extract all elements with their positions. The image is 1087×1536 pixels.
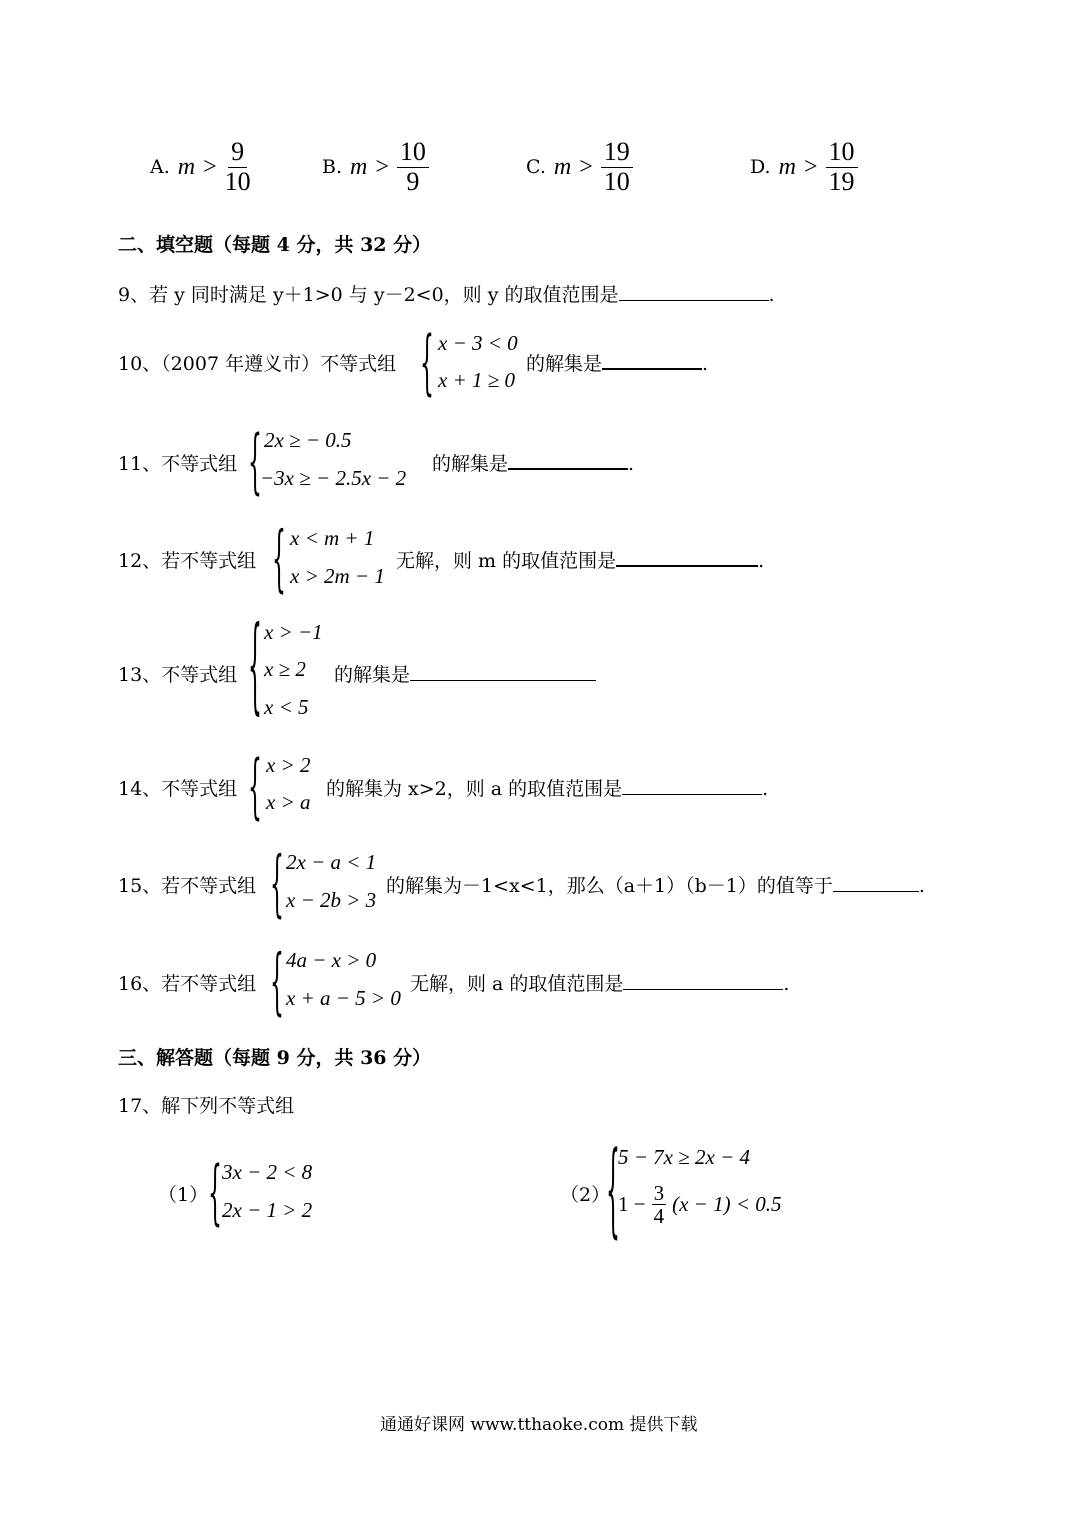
option-a xyxy=(150,138,251,196)
system-line-1: x > 2 xyxy=(266,753,311,777)
system-line-1: x < m + 1 xyxy=(290,526,375,550)
system-line-1: 4a − x > 0 xyxy=(286,948,377,972)
left-brace: { xyxy=(270,940,284,1024)
option-d xyxy=(750,138,858,196)
option-var: m xyxy=(350,153,368,180)
answer-blank xyxy=(833,873,919,892)
system-line-1: 3x − 2 < 8 xyxy=(222,1160,313,1184)
option-b xyxy=(322,138,429,196)
option-var: m xyxy=(177,153,196,180)
line-2-suffix: (x − 1) < 0.5 xyxy=(672,1192,782,1217)
question-13-suffix xyxy=(334,660,596,687)
question-15-prefix: 15、若不等式组 xyxy=(118,875,257,897)
question-17-text: 17、解下列不等式组 xyxy=(118,1095,295,1117)
denominator: 4 xyxy=(653,1204,665,1229)
numerator: 9 xyxy=(228,138,247,168)
system-line-2: x > 2m − 1 xyxy=(290,564,385,588)
left-brace: { xyxy=(248,606,262,726)
section-2-title: 二、填空题（每题 4 分，共 32 分） xyxy=(118,234,432,256)
system-line-1: 2x − a < 1 xyxy=(286,850,377,874)
system-line-2: −3x ≥ − 2.5x − 2 xyxy=(260,466,407,490)
numerator: 3 xyxy=(653,1181,665,1205)
denominator: 9 xyxy=(406,166,420,196)
option-fraction xyxy=(397,138,429,196)
option-label: A. xyxy=(150,156,170,179)
system-line-1: x > −1 xyxy=(264,620,323,644)
system-line-2: x > a xyxy=(266,790,311,814)
option-label: D. xyxy=(750,156,771,179)
suffix-text: 的解集是 xyxy=(432,453,509,475)
suffix-text: 的解集为 x>2，则 a 的取值范围是 xyxy=(326,778,623,800)
option-op: > xyxy=(375,153,389,180)
left-brace: { xyxy=(272,517,286,601)
question-16-suffix xyxy=(410,969,789,996)
fraction xyxy=(652,1182,667,1227)
left-brace: { xyxy=(208,1152,222,1234)
option-label: C. xyxy=(526,156,546,179)
period: . xyxy=(702,353,709,375)
suffix-text: 的解集是 xyxy=(526,353,603,375)
left-brace: { xyxy=(248,746,262,828)
suffix-text: 的解集是 xyxy=(334,664,411,686)
system-line-2: x + 1 ≥ 0 xyxy=(438,368,516,392)
question-12-suffix xyxy=(396,546,764,573)
system-line-2: x + a − 5 > 0 xyxy=(286,986,401,1010)
system-line-2: x − 2b > 3 xyxy=(286,888,377,912)
system-line-2: x ≥ 2 xyxy=(264,657,306,681)
option-fraction xyxy=(826,138,858,196)
question-9 xyxy=(118,280,775,307)
system-line-1: 2x ≥ − 0.5 xyxy=(264,428,352,452)
option-label: B. xyxy=(322,156,343,179)
suffix-text: 无解，则 m 的取值范围是 xyxy=(396,550,617,572)
left-brace: { xyxy=(270,842,284,926)
answer-blank xyxy=(410,662,596,681)
q17-part-1-label: （1） xyxy=(158,1184,209,1206)
system-line-2 xyxy=(618,1182,782,1227)
question-15-suffix xyxy=(386,871,925,898)
option-op: > xyxy=(203,153,217,180)
system-line-1: 5 − 7x ≥ 2x − 4 xyxy=(618,1145,751,1169)
footer-text: 通通好课网 www.tthaoke.com 提供下载 xyxy=(380,1415,698,1435)
answer-blank xyxy=(616,547,758,567)
option-var: m xyxy=(778,153,796,180)
period: . xyxy=(783,973,790,995)
question-10-prefix: 10、（2007 年遵义市）不等式组 xyxy=(118,353,397,375)
numerator: 10 xyxy=(826,138,858,168)
answer-blank xyxy=(619,282,769,301)
period: . xyxy=(628,453,635,475)
line-2-prefix: 1 − xyxy=(618,1192,646,1217)
question-14-suffix xyxy=(326,774,768,801)
option-fraction xyxy=(225,138,251,196)
question-9-text: 9、若 y 同时满足 y＋1>0 与 y－2<0，则 y 的取值范围是 xyxy=(118,284,619,306)
numerator: 10 xyxy=(397,138,429,168)
option-fraction xyxy=(601,138,633,196)
answer-blank xyxy=(622,776,762,795)
answer-blank xyxy=(602,350,702,370)
answer-blank xyxy=(623,971,783,990)
system-line-1: x − 3 < 0 xyxy=(438,331,518,355)
period: . xyxy=(758,550,765,572)
option-op: > xyxy=(803,153,818,180)
period: . xyxy=(918,875,925,897)
system-line-3: x < 5 xyxy=(264,695,309,719)
system-line-2: 2x − 1 > 2 xyxy=(222,1198,313,1222)
denominator: 10 xyxy=(224,166,251,196)
option-var: m xyxy=(553,153,572,180)
suffix-text: 无解，则 a 的取值范围是 xyxy=(410,973,624,995)
left-brace: { xyxy=(420,322,434,404)
left-brace: { xyxy=(606,1132,620,1250)
left-brace: { xyxy=(248,421,262,503)
denominator: 10 xyxy=(603,166,630,196)
denominator: 19 xyxy=(828,166,855,196)
period: . xyxy=(768,284,775,306)
question-12-prefix: 12、若不等式组 xyxy=(118,550,257,572)
question-11-prefix: 11、不等式组 xyxy=(118,453,238,475)
question-16-prefix: 16、若不等式组 xyxy=(118,973,257,995)
option-op: > xyxy=(579,153,593,180)
section-3-title: 三、解答题（每题 9 分，共 36 分） xyxy=(118,1047,432,1069)
question-11-suffix xyxy=(432,449,634,476)
question-13-prefix: 13、不等式组 xyxy=(118,664,238,686)
q17-part-2-label: （2） xyxy=(560,1184,611,1206)
period: . xyxy=(762,778,769,800)
question-10-suffix xyxy=(526,349,708,376)
answer-blank xyxy=(508,450,628,470)
option-c xyxy=(526,138,633,196)
suffix-text: 的解集为－1<x<1，那么（a＋1）（b－1）的值等于 xyxy=(386,875,833,897)
numerator: 19 xyxy=(601,138,633,168)
question-14-prefix: 14、不等式组 xyxy=(118,778,238,800)
